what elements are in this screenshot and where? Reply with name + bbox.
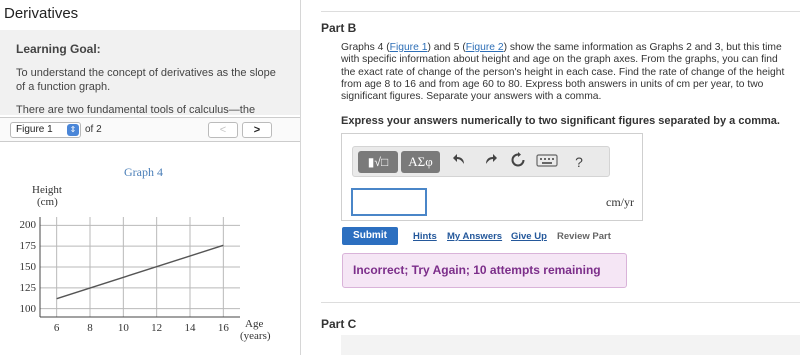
submit-button[interactable]: Submit [342, 227, 398, 245]
templates-button[interactable]: ▮√□ [358, 151, 398, 173]
x-tick-label: 6 [53, 322, 60, 334]
section-divider [321, 302, 800, 303]
give-up-link[interactable]: Give Up [511, 231, 547, 242]
math-toolbar [352, 146, 610, 177]
figure-1-link[interactable]: Figure 1 [389, 42, 428, 53]
feedback-message: Incorrect; Try Again; 10 attempts remaining [342, 253, 627, 288]
learning-goal-text: To understand the concept of derivatives as the slope of a function graph. [16, 67, 276, 93]
y-axis-label: Height [32, 184, 62, 196]
answer-instruction: Express your answers numerically to two significant figures separated by a comma. [341, 115, 780, 127]
figure-2-link[interactable]: Figure 2 [465, 42, 504, 53]
x-axis-unit: (years) [240, 330, 271, 342]
figure-navigation-bar [0, 117, 300, 142]
answer-input[interactable] [351, 188, 427, 216]
question-text-segment: Graphs 4 ( [341, 42, 390, 53]
previous-figure-button[interactable]: < [208, 122, 238, 138]
left-panel [0, 0, 300, 355]
y-tick-label: 100 [19, 302, 36, 315]
x-axis-label: Age [245, 318, 264, 330]
reset-icon[interactable] [508, 152, 528, 172]
x-tick-label: 16 [217, 322, 229, 334]
part-c-heading: Part C [321, 317, 357, 331]
undo-icon[interactable] [450, 152, 470, 172]
x-tick-label: 10 [117, 322, 129, 334]
part-c-panel [341, 335, 800, 355]
height-line [57, 245, 224, 298]
y-tick-label: 150 [19, 261, 36, 273]
learning-goal-panel [0, 30, 300, 115]
figure-select[interactable] [10, 122, 81, 138]
right-panel [301, 0, 800, 355]
y-tick-label: 175 [19, 240, 36, 253]
graph-title: Graph 4 [124, 165, 163, 179]
hints-link[interactable]: Hints [413, 231, 437, 242]
learning-goal-text: There are two fundamental tools of calculus—the [16, 104, 256, 115]
greek-symbols-button[interactable]: ΑΣφ [401, 151, 440, 173]
y-tick-label: 200 [19, 219, 36, 232]
question-text-segment: ) and 5 ( [427, 42, 466, 53]
y-axis-unit: (cm) [37, 196, 58, 208]
answer-box [341, 133, 643, 221]
help-button[interactable]: ? [575, 154, 583, 170]
section-divider [321, 11, 800, 12]
select-arrows-icon: ⇕ [67, 124, 79, 136]
y-tick-label: 125 [19, 281, 36, 294]
keyboard-icon[interactable] [534, 152, 560, 172]
figure-count: of 2 [85, 124, 102, 135]
next-figure-button[interactable]: > [242, 122, 272, 138]
part-b-heading: Part B [321, 21, 357, 35]
review-part-link[interactable]: Review Part [557, 231, 611, 242]
x-tick-label: 8 [87, 322, 93, 334]
app-title: Derivatives [4, 5, 79, 22]
graph-4 [0, 142, 300, 355]
redo-icon[interactable] [480, 152, 500, 172]
question-text-segment: ) show the same information as Graphs 2 and 3, but this time with specific information about height and age on the graph axes. From the graphs, you can find the exact rate of change of the person's height in each case. Find the rate of change of the height from age 8 to 16 and from age 60 to 80. Express both answers in units of cm per year, to two significant figures. Separate your answers with a comma. [341, 42, 785, 103]
question-text [341, 42, 791, 103]
x-tick-label: 12 [151, 322, 163, 334]
figure-select-value: Figure 1 [16, 124, 53, 135]
answer-units: cm/yr [606, 195, 634, 209]
my-answers-link[interactable]: My Answers [447, 231, 503, 242]
learning-goal-heading: Learning Goal: [16, 42, 101, 56]
x-tick-label: 14 [184, 322, 196, 334]
